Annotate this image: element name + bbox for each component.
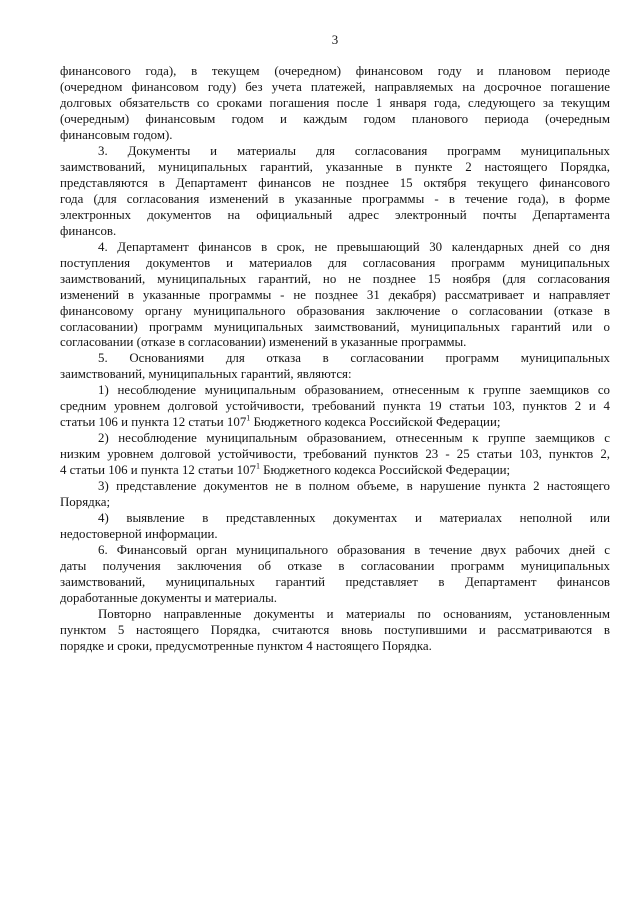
text-segment: 4 статьи 106 и пункта 12 статьи 107 xyxy=(60,463,256,478)
text-line: финансов. xyxy=(60,223,117,238)
text-line: доработанные документы и материалы. xyxy=(60,590,278,605)
text-line: (очередном финансовом году) без учета платежей, направляемых на досрочное погашение xyxy=(60,79,610,94)
paragraph-item-3 xyxy=(60,144,610,240)
text-segment: Бюджетного кодекса Российской Федерации; xyxy=(250,415,501,430)
text-line: 3) представление документов не в полном объеме, в нарушение пункта 2 настоящего xyxy=(98,479,610,494)
text-line: финансовому органу муниципального образования заключение о согласовании (отказе в xyxy=(60,303,610,318)
paragraph-resubmission xyxy=(60,607,610,655)
text-line: 5. Основаниями для отказа в согласовании программ муниципальных xyxy=(98,351,610,366)
page-number: 3 xyxy=(331,33,339,47)
text-line: 2) несоблюдение муниципальным образованием, отнесенным к группе заемщиков с xyxy=(98,431,610,446)
text-line: средним уровнем долговой устойчивости, требований пункта 19 статьи 103, пунктов 2 и 4 xyxy=(60,399,610,414)
text-line: согласовании (отказе в согласовании) изменений в указанные программы. xyxy=(60,335,467,350)
text-line: изменений в указанные программы - не позднее 31 декабря) рассматривает и направляет xyxy=(60,287,610,302)
text-line: 6. Финансовый орган муниципального образования в течение двух рабочих дней с xyxy=(98,543,610,558)
paragraph-item-4 xyxy=(60,240,610,352)
document-body xyxy=(60,64,610,655)
text-line: года (для согласования изменений в указанные программы - в течение года), в форме xyxy=(60,191,610,206)
text-line xyxy=(60,463,610,479)
text-line: пунктом 5 настоящего Порядка, считаются вновь поступившими и рассматриваются в xyxy=(60,622,610,637)
paragraph-item-6 xyxy=(60,543,610,607)
superscript: 1 xyxy=(246,414,251,424)
text-line: 4) выявление в представленных документах и материалах неполной или xyxy=(98,511,610,526)
text-line: 3. Документы и материалы для согласования программ муниципальных xyxy=(98,143,610,158)
text-line: представляются в Департамент финансов не позднее 15 октября текущего финансового xyxy=(60,175,610,190)
text-segment: Бюджетного кодекса Российской Федерации; xyxy=(259,463,511,478)
subitem-1 xyxy=(60,383,610,431)
text-line: порядке и сроки, предусмотренные пунктом 4 настоящего Порядка. xyxy=(60,638,432,653)
text-line: Повторно направленные документы и материалы по основаниям, установленным xyxy=(98,606,610,621)
text-line: электронных документов на официальный адрес электронный почты Департамента xyxy=(60,207,610,222)
text-line: финансовым годом). xyxy=(60,127,173,142)
text-line: долговых обязательств со сроками погашения после 1 января года, следующего за текущим xyxy=(60,95,610,110)
text-line: Порядка; xyxy=(60,495,111,510)
subitem-3 xyxy=(60,479,610,511)
paragraph-continuation xyxy=(60,64,610,144)
text-line: (очередным) финансовым годом и каждым годом планового периода (очередным xyxy=(60,111,610,126)
text-line: согласовании) программ муниципальных заимствований, муниципальных гарантий или о xyxy=(60,319,610,334)
text-line: 1) несоблюдение муниципальным образованием, отнесенным к группе заемщиков со xyxy=(98,383,610,398)
text-line: заимствований, муниципальных гарантий, являются: xyxy=(60,367,352,382)
text-line: заимствований, муниципальных гарантий, указанные в пункте 2 настоящего Порядка, xyxy=(60,159,610,174)
superscript: 1 xyxy=(255,461,260,471)
text-line: низким уровнем долговой устойчивости, требований пунктов 23 - 25 статьи 103, пунктов 2, xyxy=(60,447,610,462)
text-line xyxy=(60,415,610,431)
text-line: заимствований, муниципальных гарантий представляет в Департамент финансов xyxy=(60,575,610,589)
text-segment: статьи 106 и пункта 12 статьи 107 xyxy=(60,415,247,430)
text-line: финансового года), в текущем (очередном) финансовом году и плановом периоде xyxy=(60,64,610,78)
subitem-2 xyxy=(60,431,610,479)
text-line: 4. Департамент финансов в срок, не превышающий 30 календарных дней со дня xyxy=(98,239,610,254)
paragraph-item-5 xyxy=(60,351,610,383)
text-line: заимствований, муниципальных гарантий, но не позднее 15 ноября (для согласования xyxy=(60,271,610,286)
text-line: недостоверной информации. xyxy=(60,527,218,542)
subitem-4 xyxy=(60,511,610,543)
text-line: даты получения заключения об отказе в согласовании программ муниципальных xyxy=(60,559,610,574)
text-line: поступления документов и материалов для согласования программ муниципальных xyxy=(60,255,610,270)
